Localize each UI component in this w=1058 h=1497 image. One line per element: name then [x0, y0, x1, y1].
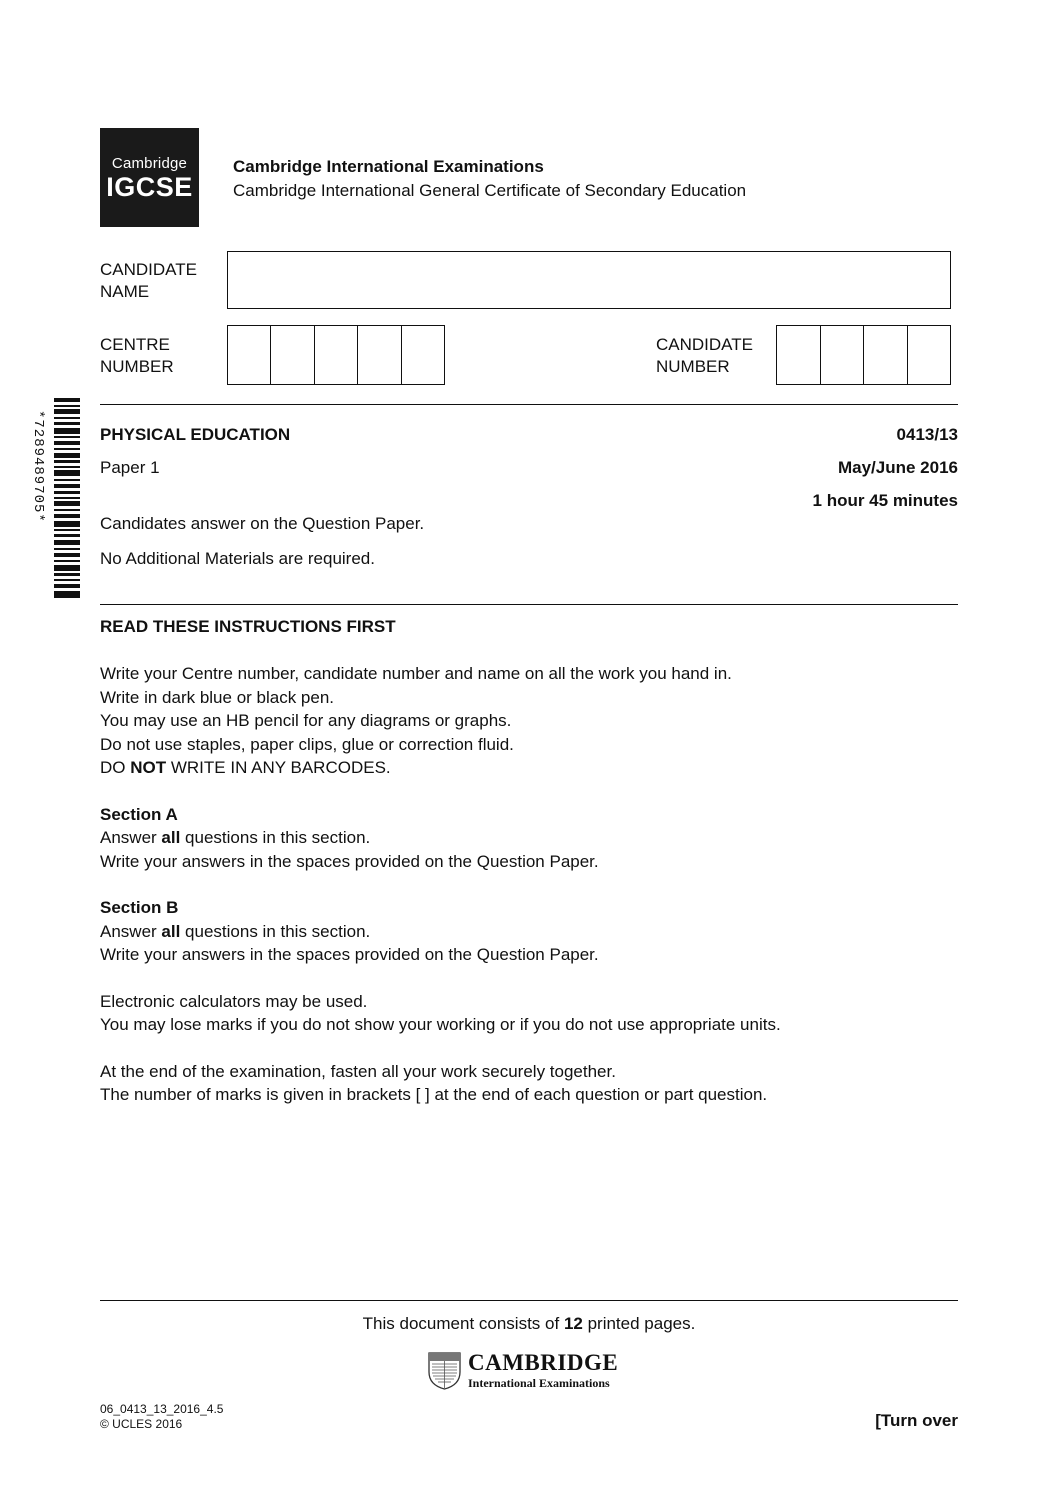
cambridge-brand: CAMBRIDGE: [468, 1350, 619, 1375]
marks-note: The number of marks is given in brackets [ ] at the end of each question or part question.: [100, 1085, 768, 1104]
page-count-number: 12: [563, 1314, 583, 1333]
copyright: © UCLES 2016: [100, 1417, 183, 1431]
section-a-answer: [100, 826, 958, 850]
centre-number-label: [100, 334, 174, 378]
qualification-title: Cambridge International General Certificate of Secondary Education: [233, 181, 747, 200]
cambridge-brand-subtitle: International Examinations: [468, 1376, 610, 1390]
section-a-heading: Section A: [100, 804, 178, 824]
barcode-icon: [54, 398, 80, 598]
end-note: At the end of the examination, fasten all your work securely together.: [100, 1061, 616, 1081]
exam-duration: 1 hour 45 minutes: [812, 491, 958, 510]
candidate-number-cell[interactable]: [908, 326, 951, 384]
candidate-number-cell[interactable]: [821, 326, 865, 384]
materials-note: No Additional Materials are required.: [100, 549, 375, 568]
instruction-line: Write in dark blue or black pen.: [100, 687, 335, 707]
centre-number-cell[interactable]: [228, 326, 271, 384]
instruction-text: DO: [100, 758, 131, 777]
candidate-number-label-line1: CANDIDATE: [656, 335, 753, 354]
divider: [100, 604, 958, 605]
centre-number-cell[interactable]: [358, 326, 401, 384]
instructions-body: [100, 662, 958, 1107]
barcode-text: [28, 410, 48, 590]
section-b-answer: [100, 920, 958, 944]
instruction-line: Do not use staples, paper clips, glue or correction fluid.: [100, 734, 514, 754]
centre-number-label-line2: NUMBER: [100, 357, 174, 376]
instruction-emphasis: all: [161, 921, 181, 941]
turn-over: [Turn over: [875, 1411, 958, 1430]
section-b-spaces: Write your answers in the spaces provided on the Question Paper.: [100, 945, 599, 964]
instruction-emphasis: all: [161, 828, 181, 847]
section-b-heading: Section B: [100, 898, 179, 917]
logo-line-1: Cambridge: [111, 154, 188, 172]
page-count: [100, 1314, 958, 1334]
candidate-number-label: [656, 334, 753, 378]
candidate-number-boxes[interactable]: [776, 325, 951, 385]
subject-title: PHYSICAL EDUCATION: [100, 425, 291, 444]
centre-number-cell[interactable]: [402, 326, 444, 384]
logo-line-2: IGCSE: [106, 171, 193, 202]
centre-number-boxes[interactable]: [227, 325, 445, 385]
instruction-line: You may use an HB pencil for any diagrams or graphs.: [100, 711, 512, 730]
calculator-note: Electronic calculators may be used.: [100, 991, 368, 1011]
centre-number-cell[interactable]: [271, 326, 314, 384]
instruction-text: WRITE IN ANY BARCODES.: [166, 758, 391, 777]
reference-code: 06_0413_13_2016_4.5: [100, 1402, 224, 1416]
divider: [100, 404, 958, 405]
candidate-name-label-line2: NAME: [100, 282, 150, 301]
instructions-heading: READ THESE INSTRUCTIONS FIRST: [100, 617, 396, 636]
paper-code: 0413/13: [896, 425, 958, 444]
page-count-text: This document consists of: [362, 1314, 564, 1333]
barcode-instruction: [100, 756, 958, 780]
working-note: You may lose marks if you do not show your working or if you do not use appropriate units.: [100, 1015, 781, 1034]
instruction-text: Answer: [100, 828, 162, 847]
document-reference: [100, 1402, 223, 1432]
centre-number-cell[interactable]: [315, 326, 358, 384]
centre-number-label-line1: CENTRE: [100, 335, 170, 354]
instruction-line: Write your Centre number, candidate number and name on all the work you hand in.: [100, 664, 732, 683]
barcode-number: *7289489705*: [30, 410, 46, 523]
candidate-number-label-line2: NUMBER: [656, 357, 730, 376]
candidate-name-label: [100, 259, 197, 303]
instruction-text: questions in this section.: [180, 921, 371, 941]
candidate-name-label-line1: CANDIDATE: [100, 260, 197, 279]
candidate-number-cell[interactable]: [777, 326, 821, 384]
answer-instruction: Candidates answer on the Question Paper.: [100, 514, 425, 533]
instruction-text: Answer: [100, 921, 162, 941]
cambridge-igcse-logo: [100, 128, 199, 227]
candidate-name-box[interactable]: [227, 251, 951, 309]
page-count-text: printed pages.: [582, 1314, 696, 1333]
cambridge-crest-icon: [428, 1352, 461, 1390]
instruction-emphasis: NOT: [130, 758, 167, 777]
paper-number: Paper 1: [100, 458, 160, 477]
instruction-text: questions in this section.: [180, 828, 371, 847]
section-a-spaces: Write your answers in the spaces provided on the Question Paper.: [100, 851, 599, 871]
exam-board-title: Cambridge International Examinations: [233, 157, 544, 176]
footer-divider: [100, 1300, 958, 1301]
candidate-number-cell[interactable]: [864, 326, 908, 384]
exam-session: May/June 2016: [837, 458, 958, 477]
